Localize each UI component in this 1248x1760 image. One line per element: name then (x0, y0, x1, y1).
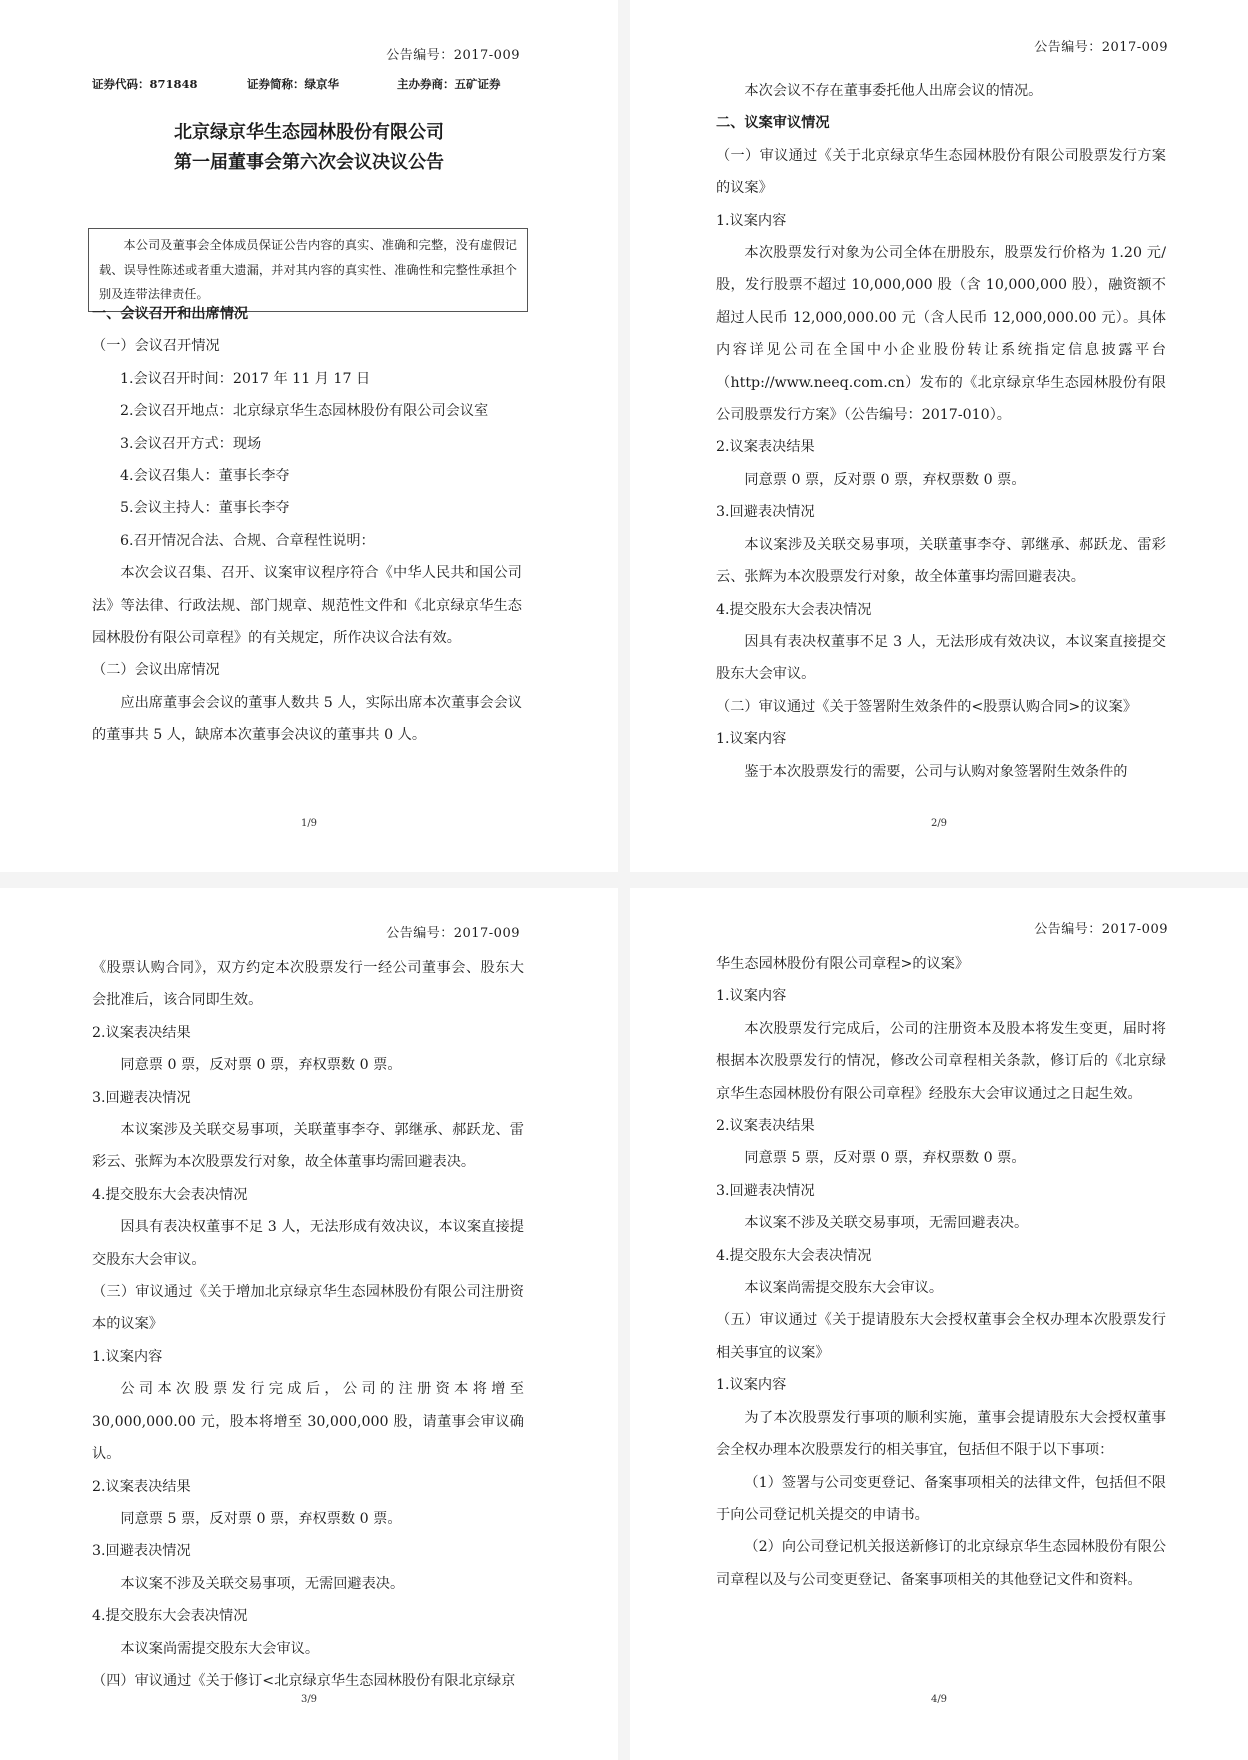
paragraph: 本议案涉及关联交易事项，关联董事李夺、郭继承、郝跃龙、雷彩云、张辉为本次股票发行对象，故全体董事均需回避表决。 (92, 1122, 524, 1171)
paragraph: 本次会议召集、召开、议案审议程序符合《中华人民共和国公司法》等法律、行政法规、部门规章、规范性文件和《北京绿京华生态园林股份有限公司章程》的有关规定，所作决议合法有效。 (92, 565, 522, 647)
page-number: 2/9 (930, 818, 948, 829)
list-item: 1.议案内容 (92, 1348, 163, 1365)
subsection-heading: （二）会议出席情况 (92, 662, 220, 679)
announcement-number: 公告编号：2017-009 (386, 926, 520, 941)
paragraph: 因具有表决权董事不足 3 人，无法形成有效决议，本议案直接提交股东大会审议。 (716, 633, 1166, 683)
sponsor-broker: 主办券商：五矿证券 (397, 77, 501, 91)
paragraph: 本议案不涉及关联交易事项，无需回避表决。 (744, 1215, 1029, 1232)
page-body (716, 948, 1166, 1596)
paragraph: 公司本次股票发行完成后，公司的注册资本将增至 30,000,000.00 元，股本将增至 30,000,000 股，请董事会审议确认。 (92, 1381, 524, 1463)
announcement-number: 公告编号：2017-009 (1034, 922, 1168, 937)
list-item: 2.议案表决结果 (716, 439, 815, 456)
subsection-heading: （五）审议通过《关于提请股东大会授权董事会全权办理本次股票发行相关事宜的议案》 (716, 1312, 1166, 1361)
paragraph: 本议案涉及关联交易事项，关联董事李夺、郭继承、郝跃龙、雷彩云、张辉为本次股票发行对象，故全体董事均需回避表决。 (716, 536, 1166, 586)
list-item: 2.议案表决结果 (92, 1024, 191, 1041)
page-body (92, 952, 524, 1697)
section-heading: 一、会议召开和出席情况 (92, 306, 249, 322)
list-item: 3.回避表决情况 (92, 1089, 191, 1106)
paragraph: 因具有表决权董事不足 3 人，无法形成有效决议，本议案直接提交股东大会审议。 (92, 1219, 524, 1268)
subsection-heading: （四）审议通过《关于修订<北京绿京华生态园林股份有限北京绿京 (92, 1672, 516, 1689)
announcement-number: 公告编号：2017-009 (1034, 40, 1168, 55)
subsection-heading: （三）审议通过《关于增加北京绿京华生态园林股份有限公司注册资本的议案》 (92, 1284, 524, 1333)
list-item: 1.议案内容 (716, 1377, 787, 1394)
list-item: 4.提交股东大会表决情况 (716, 601, 872, 618)
paragraph: 鉴于本次股票发行的需要，公司与认购对象签署附生效条件的 (744, 763, 1128, 780)
list-item: 4.会议召集人：董事长李夺 (120, 468, 290, 485)
list-item: 4.提交股东大会表决情况 (92, 1186, 248, 1203)
paragraph: 本议案不涉及关联交易事项，无需回避表决。 (120, 1575, 405, 1592)
list-item: 5.会议主持人：董事长李夺 (120, 500, 290, 517)
announcement-number: 公告编号：2017-009 (386, 48, 520, 63)
subsection-heading: （一）会议召开情况 (92, 338, 220, 355)
list-item: 1.议案内容 (716, 212, 787, 229)
disclaimer-box: 本公司及董事会全体成员保证公告内容的真实、准确和完整，没有虚假记载、误导性陈述或者重大遗漏，并对其内容的真实性、准确性和完整性承担个别及连带法律责任。 (88, 228, 528, 312)
list-item: 3.会议召开方式：现场 (120, 435, 262, 452)
page-body (716, 75, 1166, 788)
list-item: 1.议案内容 (716, 988, 787, 1005)
list-item: 1.议案内容 (716, 731, 787, 748)
list-item: 2.议案表决结果 (716, 1118, 815, 1135)
paragraph: 同意票 0 票，反对票 0 票，弃权票数 0 票。 (120, 1057, 402, 1074)
list-item: 3.回避表决情况 (716, 1182, 815, 1199)
security-abbreviation: 证券简称：绿京华 (247, 77, 339, 91)
document-page-4 (630, 888, 1248, 1760)
page-body (92, 298, 522, 752)
subsection-heading: （一）审议通过《关于北京绿京华生态园林股份有限公司股票发行方案的议案》 (716, 147, 1166, 197)
page-number: 3/9 (300, 1694, 318, 1705)
paragraph: 为了本次股票发行事项的顺利实施，董事会提请股东大会授权董事会全权办理本次股票发行的相关事宜，包括但不限于以下事项： (716, 1409, 1166, 1459)
subsection-heading-continued: 华生态园林股份有限公司章程>的议案》 (716, 956, 970, 972)
paragraph: （2）向公司登记机关报送新修订的北京绿京华生态园林股份有限公司章程以及与公司变更登记、备案事项相关的其他登记文件和资料。 (716, 1539, 1166, 1588)
paragraph: 应出席董事会会议的董事人数共 5 人，实际出席本次董事会会议的董事共 5 人，缺席本次董事会决议的董事共 0 人。 (92, 694, 522, 744)
paragraph: 同意票 0 票，反对票 0 票，弃权票数 0 票。 (744, 471, 1026, 488)
document-page-2 (630, 0, 1248, 872)
document-title-line-1: 北京绿京华生态园林股份有限公司 (174, 122, 444, 143)
list-item: 1.会议召开时间：2017 年 11 月 17 日 (120, 370, 371, 387)
list-item: 2.会议召开地点：北京绿京华生态园林股份有限公司会议室 (120, 403, 489, 420)
paragraph: 同意票 5 票，反对票 0 票，弃权票数 0 票。 (120, 1510, 402, 1527)
security-code: 证券代码：871848 (92, 77, 198, 91)
paragraph: 本议案尚需提交股东大会审议。 (744, 1280, 944, 1297)
page-number: 1/9 (300, 818, 318, 829)
list-item: 4.提交股东大会表决情况 (92, 1608, 248, 1625)
list-item: 3.回避表决情况 (716, 504, 815, 521)
paragraph: 同意票 5 票，反对票 0 票，弃权票数 0 票。 (744, 1150, 1026, 1167)
list-item: 4.提交股东大会表决情况 (716, 1247, 872, 1264)
paragraph: （1）签署与公司变更登记、备案事项相关的法律文件，包括但不限于向公司登记机关提交的申请书。 (716, 1474, 1166, 1523)
paragraph: 本议案尚需提交股东大会审议。 (120, 1640, 320, 1657)
list-item: 3.回避表决情况 (92, 1543, 191, 1560)
document-page-1 (0, 0, 618, 872)
security-info (92, 76, 532, 92)
subsection-heading: （二）审议通过《关于签署附生效条件的<股票认购合同>的议案》 (716, 698, 1138, 715)
section-heading: 二、议案审议情况 (716, 115, 830, 132)
paragraph: 本次会议不存在董事委托他人出席会议的情况。 (744, 83, 1043, 99)
list-item: 2.议案表决结果 (92, 1478, 191, 1495)
list-item: 6.召开情况合法、合规、合章程性说明： (120, 532, 375, 549)
paragraph: 本次股票发行对象为公司全体在册股东，股票发行价格为 1.20 元/股，发行股票不超过 10,000,000 股（含 10,000,000 股），融资额不超过人民币 12,000,000.00 元（含人民币 12,000,000.00 元）。具体内容详见公司在全国中小企业股份转让系统指定信息披露平台（http://www.neeq.com.cn）发布的《北京绿京华生态园林股份有限公司股票发行方案》（公告编号：2017-010）。 (716, 245, 1166, 424)
paragraph: 本次股票发行完成后，公司的注册资本及股本将发生变更，届时将根据本次股票发行的情况，修改公司章程相关条款，修订后的《北京绿京华生态园林股份有限公司章程》经股东大会审议通过之日起生效。 (716, 1020, 1166, 1102)
document-page-3 (0, 888, 618, 1760)
document-title-line-2: 第一届董事会第六次会议决议公告 (174, 152, 444, 173)
page-number: 4/9 (930, 1694, 948, 1705)
paragraph: 《股票认购合同》，双方约定本次股票发行一经公司董事会、股东大会批准后，该合同即生效。 (92, 960, 524, 1009)
